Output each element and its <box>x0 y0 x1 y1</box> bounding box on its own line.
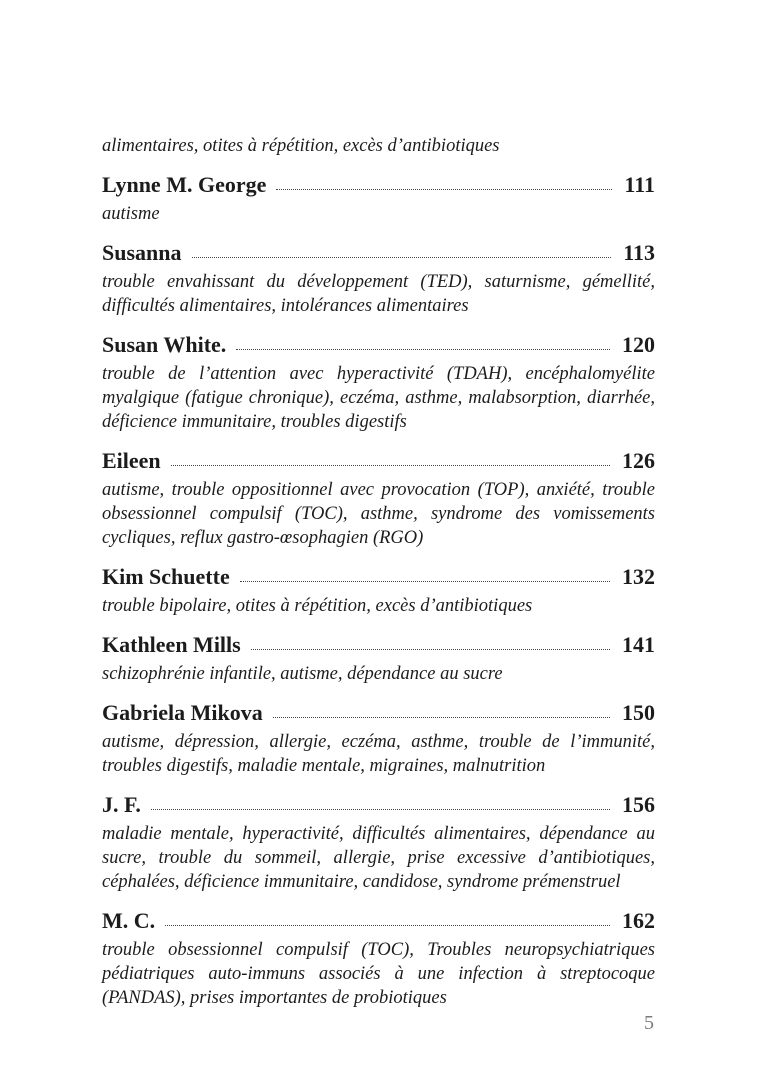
entry-name: Susanna <box>102 240 182 265</box>
entry-name: Gabriela Mikova <box>102 700 263 725</box>
toc-entry <box>102 328 655 434</box>
dot-leader <box>165 925 610 926</box>
toc-entry-heading <box>102 168 655 202</box>
toc-entry <box>102 444 655 550</box>
toc-entry-heading <box>102 788 655 822</box>
toc-entry <box>102 904 655 1010</box>
entry-name: Eileen <box>102 448 161 473</box>
toc-entry <box>102 236 655 318</box>
table-of-contents <box>102 134 655 1020</box>
dot-leader <box>251 649 610 650</box>
entry-name: Lynne M. George <box>102 172 267 197</box>
entry-name: Kathleen Mills <box>102 632 241 657</box>
toc-entry <box>102 628 655 686</box>
entry-name: M. C. <box>102 908 156 933</box>
dot-leader <box>236 349 610 350</box>
dot-leader <box>151 809 610 810</box>
entry-description: autisme, trouble oppositionnel avec provocation (TOP), anxiété, trouble obsessionnel compulsif (TOC), asthme, syndrome des vomissements cycliques, reflux gastro-œsophagien (RGO) <box>102 480 655 548</box>
toc-entry-heading <box>102 444 655 478</box>
entry-page-number: 162 <box>622 908 655 933</box>
entry-page-number: 156 <box>622 792 655 817</box>
toc-entry <box>102 560 655 618</box>
entry-page-number: 132 <box>622 564 655 589</box>
toc-entry-heading <box>102 328 655 362</box>
dot-leader <box>171 465 610 466</box>
entry-page-number: 150 <box>622 700 655 725</box>
continued-description: alimentaires, otites à répétition, excès d’antibiotiques <box>102 136 500 156</box>
entry-name: Susan White. <box>102 332 227 357</box>
toc-entry-heading <box>102 628 655 662</box>
dot-leader <box>273 717 610 718</box>
entry-description: schizophrénie infantile, autisme, dépendance au sucre <box>102 664 503 684</box>
entry-page-number: 111 <box>624 172 655 197</box>
toc-entry-heading <box>102 236 655 270</box>
entry-description: autisme <box>102 204 160 224</box>
toc-entry-heading <box>102 560 655 594</box>
entry-name: Kim Schuette <box>102 564 230 589</box>
toc-entry-heading <box>102 696 655 730</box>
entry-description: trouble obsessionnel compulsif (TOC), Troubles neuropsychiatriques pédiatriques auto-immuns associés à une infection à streptocoque (PANDAS), prises importantes de probiotiques <box>102 940 655 1008</box>
entry-page-number: 141 <box>622 632 655 657</box>
entry-description: autisme, dépression, allergie, eczéma, asthme, trouble de l’immunité, troubles digestifs, maladie mentale, migraines, malnutrition <box>102 732 655 776</box>
folio-page-number: 5 <box>644 1012 654 1034</box>
entry-description: maladie mentale, hyperactivité, difficultés alimentaires, dépendance au sucre, trouble du sommeil, allergie, prise excessive d’antibiotiques, céphalées, déficience immunitaire, candidose, syndrome prémenstruel <box>102 824 655 892</box>
entry-page-number: 113 <box>623 240 655 265</box>
toc-entry <box>102 168 655 226</box>
entry-page-number: 126 <box>622 448 655 473</box>
entry-description: trouble envahissant du développement (TED), saturnisme, gémellité, difficultés alimentaires, intolérances alimentaires <box>102 272 655 316</box>
toc-entry <box>102 788 655 894</box>
toc-entry-heading <box>102 904 655 938</box>
entry-description: trouble bipolaire, otites à répétition, excès d’antibiotiques <box>102 596 533 616</box>
dot-leader <box>192 257 612 258</box>
dot-leader <box>240 581 610 582</box>
dot-leader <box>276 189 612 190</box>
entry-page-number: 120 <box>622 332 655 357</box>
entry-name: J. F. <box>102 792 141 817</box>
entry-description: trouble de l’attention avec hyperactivité (TDAH), encéphalomyélite myalgique (fatigue chronique), eczéma, asthme, malabsorption, diarrhée, déficience immunitaire, troubles digestifs <box>102 364 655 432</box>
toc-entry <box>102 696 655 778</box>
